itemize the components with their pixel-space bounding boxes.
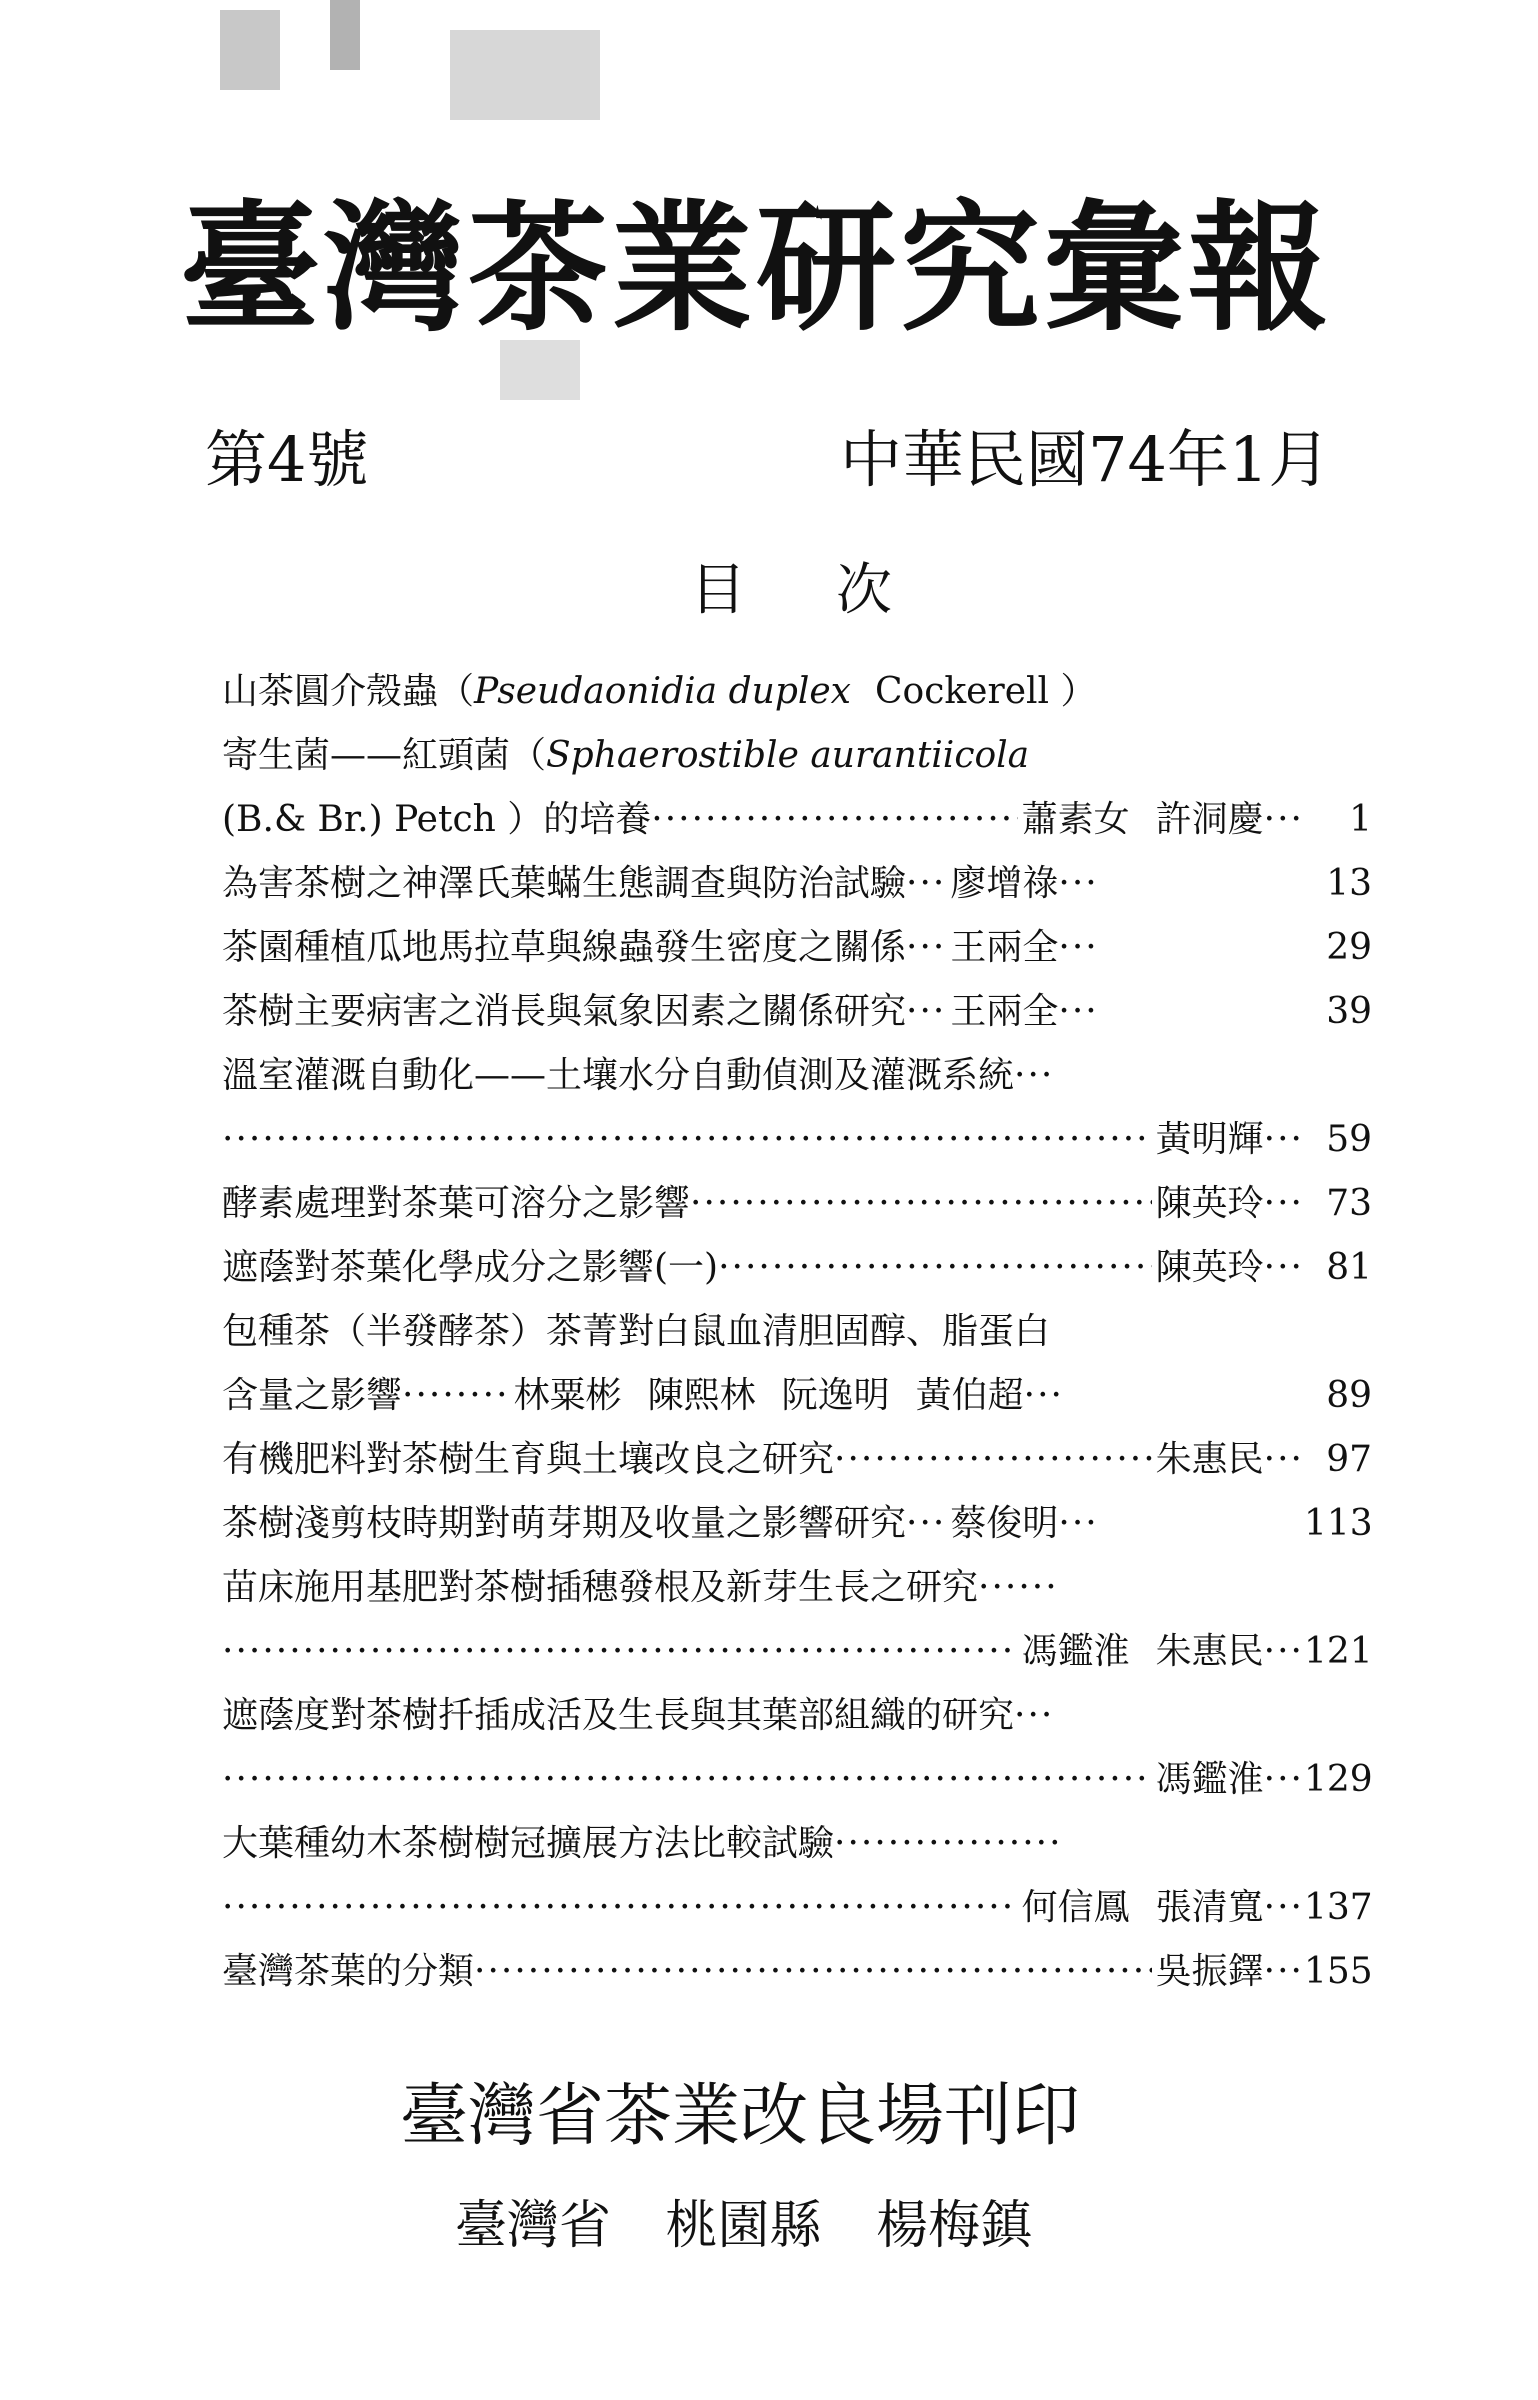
leader-dots — [474, 1940, 1152, 2004]
scan-noise — [220, 10, 280, 90]
author: 何信鳳 — [1021, 1887, 1130, 1928]
toc-entry-title: 酵素處理對茶葉可溶分之影響 — [222, 1183, 691, 1224]
toc-entry-line: 大葉種幼木茶樹樹冠擴展方法比較試驗 ················· — [222, 1812, 1372, 1876]
toc-entry[interactable] — [222, 1876, 1372, 1940]
toc-entry-authors: 馮鑑淮 朱惠民··· — [1021, 1631, 1304, 1672]
leader-dots — [222, 1108, 1152, 1172]
toc-entry-title: (B.& Br.) Petch ）的培養 — [222, 799, 652, 840]
toc-entry-author: 朱惠民 — [1155, 1439, 1264, 1480]
toc-entry-page: 81 — [1326, 1247, 1372, 1288]
leader-dots — [222, 1748, 1152, 1812]
toc-entry-page: 13 — [1326, 863, 1372, 904]
toc-entry-title: 茶樹主要病害之消長與氣象因素之關係研究 — [222, 991, 907, 1032]
toc-entry[interactable] — [222, 788, 1372, 852]
toc-heading: 目次 — [690, 558, 982, 623]
toc-entry[interactable]: 酵素處理對茶葉可溶分之影響 ····· 陳英玲 ··· 73 — [222, 1172, 1372, 1236]
address-county: 桃園縣 — [665, 2196, 822, 2256]
toc-entry-line: 苗床施用基肥對茶樹插穗發根及新芽生長之研究 ······ — [222, 1556, 1372, 1620]
leader-dots — [651, 788, 1017, 852]
scan-noise — [330, 0, 360, 70]
leader-dots — [222, 1876, 1018, 1940]
leader-dots — [690, 1172, 1152, 1236]
author: 林粟彬 — [513, 1375, 622, 1416]
toc-entry[interactable]: 有機肥料對茶樹生育與土壤改良之研究 ····· 朱惠民 ··· 97 — [222, 1428, 1372, 1492]
toc-entry-author: 廖增祿 — [950, 863, 1059, 904]
publisher-address — [455, 2192, 1070, 2260]
leader-dots — [718, 1236, 1152, 1300]
toc-entry-author: 蔡俊明 — [950, 1503, 1059, 1544]
toc-entry-author: 馮鑑淮 — [1155, 1759, 1264, 1800]
toc-entry-page: 59 — [1326, 1119, 1372, 1160]
toc-entry-title: 大葉種幼木茶樹樹冠擴展方法比較試驗 — [222, 1823, 835, 1864]
toc-entry-page: 113 — [1304, 1503, 1373, 1544]
toc-entry-author: 黃明輝 — [1155, 1119, 1264, 1160]
toc-entry-title: 含量之影響 — [222, 1375, 403, 1416]
toc-entry-line — [222, 724, 1372, 788]
author: 阮逸明 — [781, 1375, 890, 1416]
toc-entry-title: 苗床施用基肥對茶樹插穗發根及新芽生長之研究 — [222, 1567, 979, 1608]
issue-number: 第4號 — [205, 423, 369, 496]
author: 馮鑑淮 — [1021, 1631, 1130, 1672]
toc-entry-title: 遮蔭對茶葉化學成分之影響(一) — [222, 1247, 719, 1288]
toc-entry-page: 89 — [1326, 1375, 1372, 1416]
toc-entry-title: 茶園種植瓜地馬拉草與線蟲發生密度之關係 — [222, 927, 907, 968]
toc-entry[interactable]: ····· 馮鑑淮 ··· 129 — [222, 1748, 1372, 1812]
toc-entry-author: 陳英玲 — [1155, 1247, 1264, 1288]
author: 朱惠民 — [1155, 1631, 1264, 1672]
toc-entry-author: 王兩全 — [950, 927, 1059, 968]
toc-entry-author: 王兩全 — [950, 991, 1059, 1032]
table-of-contents — [222, 660, 1372, 2004]
toc-entry-title: 為害茶樹之神澤氏葉蟎生態調查與防治試驗 — [222, 863, 907, 904]
author: 許洞慶 — [1155, 799, 1264, 840]
toc-entry-line — [222, 660, 1372, 724]
leader-dots — [222, 1620, 1018, 1684]
toc-entry[interactable]: 茶園種植瓜地馬拉草與線蟲發生密度之關係 ··· 王兩全 ··· 29 — [222, 916, 1372, 980]
toc-entry-authors: 林粟彬 陳熙林 阮逸明 黃伯超··· — [513, 1375, 1064, 1416]
toc-entry-title: 臺灣茶葉的分類 — [222, 1951, 475, 1992]
toc-entry-line — [222, 1300, 1372, 1364]
toc-entry-title: 山茶圓介殼蟲（ — [222, 671, 475, 712]
issue-date: 中華民國74年1月 — [840, 423, 1331, 496]
leader-dots — [834, 1428, 1152, 1492]
toc-entry-title: 茶樹淺剪枝時期對萌芽期及收量之影響研究 — [222, 1503, 907, 1544]
toc-entry-title: 寄生菌——紅頭菌（ — [222, 735, 547, 776]
toc-entry-title-latin: Sphaerostible aurantiicola — [546, 735, 1030, 776]
toc-entry-page: 29 — [1326, 927, 1372, 968]
toc-entry-page: 1 — [1349, 799, 1372, 840]
toc-entry-line: 溫室灌溉自動化——土壤水分自動偵測及灌溉系統 ··· — [222, 1044, 1372, 1108]
toc-entry[interactable]: 為害茶樹之神澤氏葉蟎生態調查與防治試驗 ··· 廖增祿 ··· 13 — [222, 852, 1372, 916]
toc-entry-title-latin: Pseudaonidia duplex — [474, 671, 851, 712]
publisher-name: 臺灣省茶業改良場刊印 — [400, 2077, 1081, 2156]
toc-entry-author: 吳振鐸 — [1155, 1951, 1264, 1992]
toc-entry-title: 包種茶（半發酵茶）茶菁對白鼠血清胆固醇、脂蛋白 — [222, 1311, 1051, 1352]
toc-entry-title: 溫室灌溉自動化——土壤水分自動偵測及灌溉系統 — [222, 1055, 1015, 1096]
toc-entry-page: 129 — [1304, 1759, 1373, 1800]
toc-entry-authors: 蕭素女 許洞慶··· — [1021, 799, 1304, 840]
toc-entry[interactable]: 茶樹主要病害之消長與氣象因素之關係研究 ··· 王兩全 ··· 39 — [222, 980, 1372, 1044]
toc-entry-page: 73 — [1326, 1183, 1372, 1224]
author: 黃伯超 — [915, 1375, 1024, 1416]
address-province: 臺灣省 — [455, 2196, 612, 2256]
journal-title: 臺灣茶業研究彙報 — [180, 188, 1333, 351]
toc-entry-authors: 何信鳳 張清寬··· — [1021, 1887, 1304, 1928]
toc-entry[interactable] — [222, 1620, 1372, 1684]
toc-entry-title: Cockerell ） — [874, 671, 1097, 712]
toc-entry[interactable]: 茶樹淺剪枝時期對萌芽期及收量之影響研究 ··· 蔡俊明 ··· 113 — [222, 1492, 1372, 1556]
toc-entry-line: 遮蔭度對茶樹扦插成活及生長與其葉部組織的研究 ··· — [222, 1684, 1372, 1748]
scan-noise — [450, 30, 600, 120]
toc-entry-page: 97 — [1326, 1439, 1372, 1480]
toc-entry[interactable]: ····· 黃明輝 ··· 59 — [222, 1108, 1372, 1172]
address-town: 楊梅鎮 — [876, 2196, 1033, 2256]
toc-entry-page: 137 — [1304, 1887, 1373, 1928]
author: 蕭素女 — [1021, 799, 1130, 840]
toc-entry-page: 121 — [1304, 1631, 1373, 1672]
toc-entry[interactable]: 臺灣茶葉的分類 ····· 吳振鐸 ··· 155 — [222, 1940, 1372, 2004]
author: 陳熙林 — [647, 1375, 756, 1416]
toc-entry-title: 有機肥料對茶樹生育與土壤改良之研究 — [222, 1439, 835, 1480]
toc-entry[interactable]: 遮蔭對茶葉化學成分之影響(一) ····· 陳英玲 ··· 81 — [222, 1236, 1372, 1300]
author: 張清寬 — [1155, 1887, 1264, 1928]
toc-entry-page: 155 — [1304, 1951, 1373, 1992]
toc-entry-title: 遮蔭度對茶樹扦插成活及生長與其葉部組織的研究 — [222, 1695, 1015, 1736]
toc-entry-page: 39 — [1326, 991, 1372, 1032]
toc-entry-author: 陳英玲 — [1155, 1183, 1264, 1224]
toc-entry[interactable]: 含量之影響 ········ 林粟彬 陳熙林 阮逸明 黃伯超··· 89 — [222, 1364, 1372, 1428]
